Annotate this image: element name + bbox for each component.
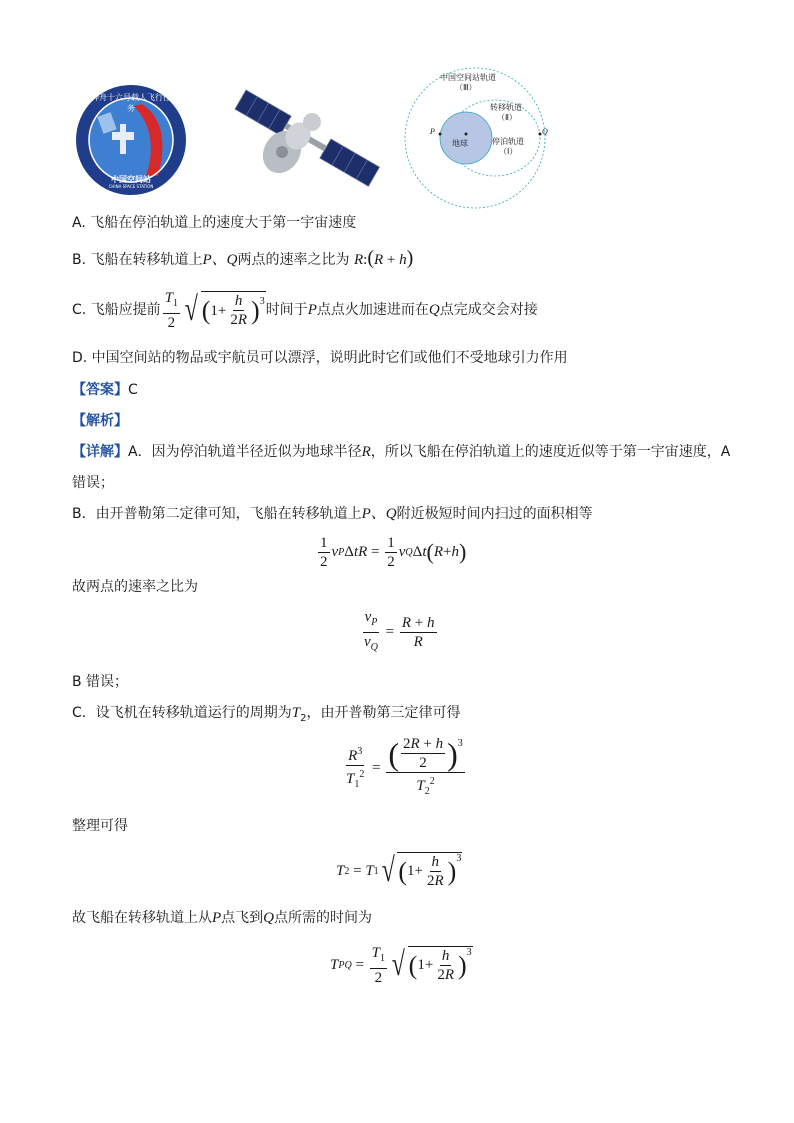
- option-b-points: P、Q: [202, 252, 238, 268]
- analysis-label: 【解析】: [72, 413, 128, 429]
- equation-tpq: T PQ = $\frac{T_1}{2}$ √ ( 1+ $\frac{h}{2R}$ ) 3: [330, 944, 472, 986]
- logo-bottom-text: 中国空间站: [111, 175, 151, 184]
- detail-b-wrong: B 错误；: [72, 674, 129, 690]
- equation-kepler-third: $\frac{R^3}{T_1^2}$ = ( $\frac{2R + h}{2}$ ) 3 $T_2^2$: [346, 735, 463, 797]
- point-q-label: Q: [542, 127, 548, 136]
- detail-label: 【详解】: [72, 444, 128, 460]
- orbit-inner-num: （Ⅰ）: [499, 147, 518, 156]
- detail-c-time-text: 故飞船在转移轨道上从P点飞到Q点所需的时间为: [72, 910, 373, 926]
- option-d: D. 中国空间站的物品或宇航员可以漂浮，说明此时它们或他们不受地球引力作用: [72, 350, 568, 366]
- equation-kepler-second: $\frac{1}{2}$ v P Δ t R = $\frac{1}{2}$ v Q Δ t ( R + h ): [320, 534, 467, 570]
- earth-label: 地球: [452, 139, 468, 148]
- orbit-inner-label: 停泊轨道: [492, 137, 524, 146]
- equation-speed-ratio: $\frac{v_P}{v_Q}$ = $\frac{R + h}{R}$: [364, 608, 435, 653]
- orbit-mid-label: 转移轨道: [490, 103, 522, 112]
- option-c-mid: 点点火加速进而在: [316, 302, 429, 318]
- detail-a-line2: 错误；: [72, 475, 114, 491]
- option-c-end: 点完成交会对接: [439, 302, 538, 318]
- option-b-prefix: B. 飞船在转移轨道上: [72, 252, 203, 268]
- option-c-q: Q: [428, 302, 440, 318]
- answer-label: 【答案】: [72, 382, 128, 398]
- answer-line: [72, 380, 138, 400]
- detail-c-simplify: 整理可得: [72, 818, 128, 834]
- option-c-prefix: C. 飞船应提前: [72, 302, 161, 318]
- detail-a-line1: 【详解】A．因为停泊轨道半径近似为地球半径R，所以飞船在停泊轨道上的速度近似等于第一宇宙速度，A: [72, 444, 731, 460]
- orbit-diagram: [400, 66, 550, 210]
- orbit-mid-num: （Ⅱ）: [497, 113, 517, 122]
- logo-sub-text: CHINA SPACE STATION: [108, 184, 154, 189]
- option-c-suffix: 时间于: [265, 302, 308, 318]
- detail-b-line: B．由开普勒第二定律可知，飞船在转移轨道上P、Q附近极短时间内扫过的面积相等: [72, 506, 593, 522]
- detail-c-line: C．设飞机在转移轨道运行的周期为$T_2$，由开普勒第三定律可得: [72, 705, 461, 724]
- option-c: [72, 290, 538, 330]
- answer-value: C: [128, 382, 138, 398]
- option-a: A. 飞船在停泊轨道上的速度大于第一宇宙速度: [72, 215, 357, 231]
- option-b-ratio: R:(R + h): [353, 247, 414, 269]
- mission-logo: [72, 84, 190, 196]
- point-p-label: P: [430, 127, 435, 136]
- equation-t2: T 2 = T 1 √ ( 1+ $\frac{h}{2R}$ ) 3: [336, 852, 462, 889]
- spacecraft-image: [220, 82, 390, 194]
- option-c-p: P: [307, 302, 317, 318]
- logo-top-text: 神舟十六号载人飞行任务: [91, 93, 171, 113]
- detail-b-ratio-text: 故两点的速率之比为: [72, 579, 198, 595]
- orbit-outer-num: （Ⅲ）: [455, 83, 477, 92]
- spacecraft-graphic: [220, 82, 390, 194]
- option-b-suffix: 两点的速率之比为: [237, 252, 350, 268]
- orbit-outer-label: 中国空间站轨道: [440, 73, 496, 82]
- option-c-formula: $\frac{T_1}{2}$ √ ( 1+ $\frac{h}{2R}$ ) 3: [164, 289, 265, 331]
- option-b: [72, 248, 413, 270]
